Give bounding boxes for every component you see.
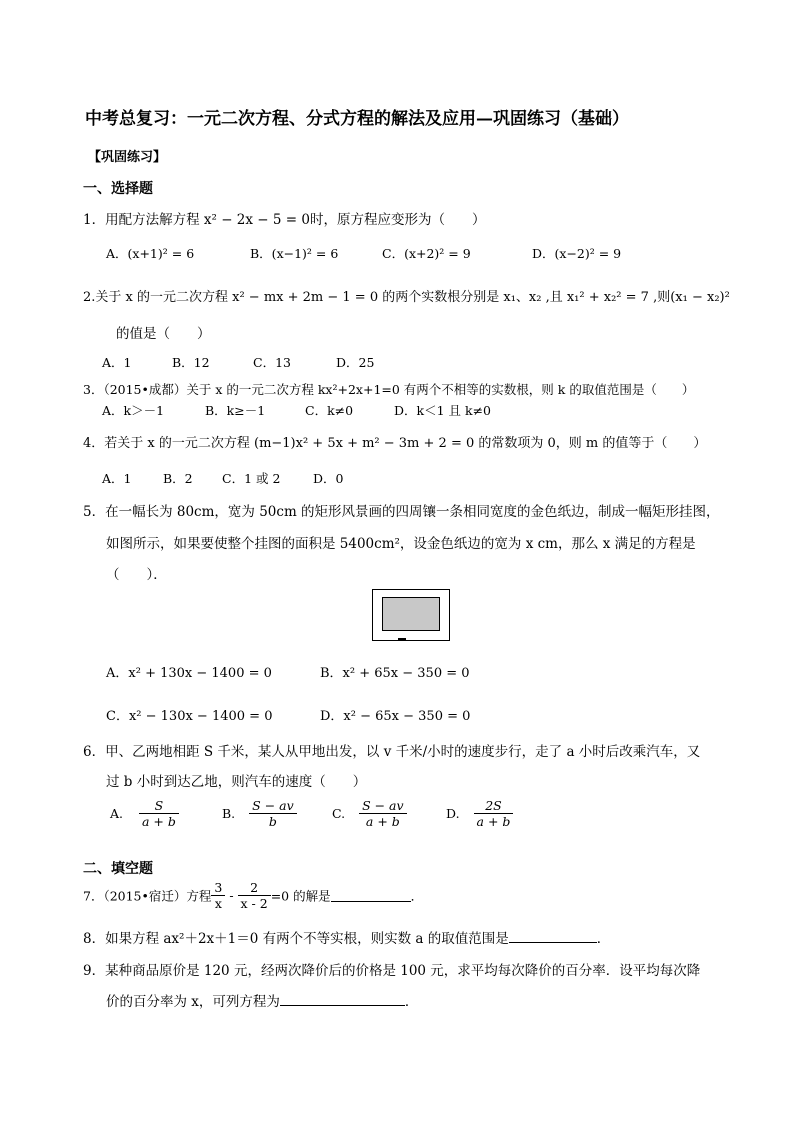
- q6-b-numerator: S − av: [252, 798, 294, 813]
- q2-option-c: C．13: [253, 355, 291, 370]
- question-5-line-2: 如图所示，如果要使整个挂图的面积是 5400cm²，设金色纸边的宽为 x cm，那么 x 满足的方程是: [106, 536, 696, 552]
- q6-option-d-label: D.: [446, 806, 460, 821]
- frame-hanger: [398, 638, 406, 640]
- q7-f2-denominator: x - 2: [238, 895, 271, 911]
- q5-option-d: D．x² − 65x − 350 = 0: [320, 709, 471, 724]
- section-fill-heading: 二、填空题: [83, 861, 153, 877]
- question-6-line-2: 过 b 小时到达乙地，则汽车的速度（ ）: [106, 774, 367, 790]
- q6-option-d-fraction: [474, 798, 514, 829]
- q8-answer-blank[interactable]: [509, 930, 597, 943]
- q6-option-b-label: B.: [222, 806, 236, 821]
- q1-option-a: A．(x+1)² = 6: [106, 246, 195, 261]
- q6-option-c-fraction: [359, 798, 407, 829]
- q4-option-d: D．0: [313, 471, 344, 486]
- q6-option-a-fraction: [139, 798, 179, 829]
- question-9-line-2: [106, 990, 418, 1010]
- q7-f2-numerator: 2: [250, 880, 259, 895]
- question-9-line-1: 9．某种商品原价是 120 元，经两次降价后的价格是 100 元，求平均每次降价的百分率．设平均每次降: [83, 963, 701, 979]
- q3-option-c: C．k≠0: [305, 403, 354, 418]
- q4-option-b: B．2: [163, 471, 193, 486]
- question-3-text: 3．（2015•成都）关于 x 的一元二次方程 kx²+2x+1=0 有两个不相等的实数根，则 k 的取值范围是（ ）: [83, 382, 695, 397]
- question-4-text: 4．若关于 x 的一元二次方程 (m−1)x² + 5x + m² − 3m + 2 = 0 的常数项为 0，则 m 的值等于（ ）: [83, 436, 707, 451]
- q9-answer-blank[interactable]: [280, 993, 405, 1006]
- q4-option-c: C．1 或 2: [222, 471, 281, 486]
- q6-b-denominator: b: [249, 813, 297, 829]
- q6-option-c: [332, 798, 407, 829]
- question-6-line-1: 6．甲、乙两地相距 S 千米，某人从甲地出发，以 v 千米/小时的速度步行，走了 a 小时后改乘汽车，又: [83, 744, 701, 760]
- q6-option-d: [446, 798, 513, 829]
- q6-c-denominator: a + b: [359, 813, 407, 829]
- q6-option-a-label: A.: [110, 806, 124, 821]
- q1-option-c: C．(x+2)² = 9: [382, 246, 471, 261]
- q6-option-b: [222, 798, 297, 829]
- question-8: [83, 927, 610, 947]
- question-1-text: 1．用配方法解方程 x² − 2x − 5 = 0时，原方程应变形为（ ）: [83, 212, 486, 228]
- question-2-text: 2.关于 x 的一元二次方程 x² − mx + 2m − 1 = 0 的两个实数根分别是 x₁、x₂ ,且 x₁² + x₂² = 7 ,则(x₁ − x₂)²: [83, 290, 730, 305]
- q7-fraction-2: [238, 880, 271, 911]
- q5-option-a: A．x² + 130x − 1400 = 0: [106, 666, 272, 681]
- q7-f1-denominator: x: [211, 895, 225, 911]
- q6-option-a: [110, 798, 179, 829]
- question-2-text-cont: 的值是（ ）: [116, 326, 211, 342]
- frame-picture: [382, 597, 440, 631]
- q7-answer-blank[interactable]: [331, 889, 411, 902]
- q7-minus: -: [225, 888, 238, 903]
- q1-option-b: B．(x−1)² = 6: [250, 246, 339, 261]
- q2-option-a: A．1: [102, 355, 132, 370]
- q6-c-numerator: S − av: [362, 798, 404, 813]
- q7-suffix: =0 的解是: [270, 888, 331, 904]
- q6-option-c-label: C.: [332, 806, 346, 821]
- q6-option-b-fraction: [249, 798, 297, 829]
- q1-option-d: D．(x−2)² = 9: [532, 246, 622, 261]
- q7-f1-numerator: 3: [214, 880, 223, 895]
- exercise-tag: 【巩固练习】: [88, 150, 167, 165]
- question-7: [83, 880, 423, 911]
- q6-d-denominator: a + b: [474, 813, 514, 829]
- q7-prefix: 7．（2015•宿迁）方程: [83, 888, 212, 904]
- q3-option-a: A．k＞－1: [102, 403, 165, 418]
- q4-option-a: A．1: [102, 471, 132, 486]
- question-5-line-1: 5．在一幅长为 80cm，宽为 50cm 的矩形风景画的四周镶一条相同宽度的金色纸边，制成一幅矩形挂图，: [83, 504, 720, 520]
- q2-option-d: D．25: [336, 355, 375, 370]
- q3-option-b: B．k≥－1: [205, 403, 266, 418]
- q6-d-numerator: 2S: [485, 798, 502, 813]
- q7-fraction-1: [211, 880, 225, 911]
- q6-a-numerator: S: [154, 798, 164, 813]
- q5-option-c: C．x² − 130x − 1400 = 0: [106, 709, 273, 724]
- q3-option-d: D．k＜1 且 k≠0: [394, 403, 491, 418]
- q6-a-denominator: a + b: [139, 813, 179, 829]
- section-choice-heading: 一、选择题: [83, 181, 153, 197]
- q8-text: 8．如果方程 ax²＋2x＋1＝0 有两个不等实根，则实数 a 的取值范围是: [83, 931, 509, 947]
- q5-option-b: B．x² + 65x − 350 = 0: [320, 666, 470, 681]
- q9-line-2-text: 价的百分率为 x，可列方程为: [106, 994, 280, 1010]
- page-title: 中考总复习：一元二次方程、分式方程的解法及应用—巩固练习（基础）: [85, 109, 629, 129]
- q9-end: ．: [404, 994, 419, 1010]
- q2-option-b: B．12: [172, 355, 210, 370]
- q8-end: ．: [596, 931, 611, 947]
- q7-end: ．: [410, 888, 424, 904]
- question-5-line-3: （ ）．: [106, 567, 167, 583]
